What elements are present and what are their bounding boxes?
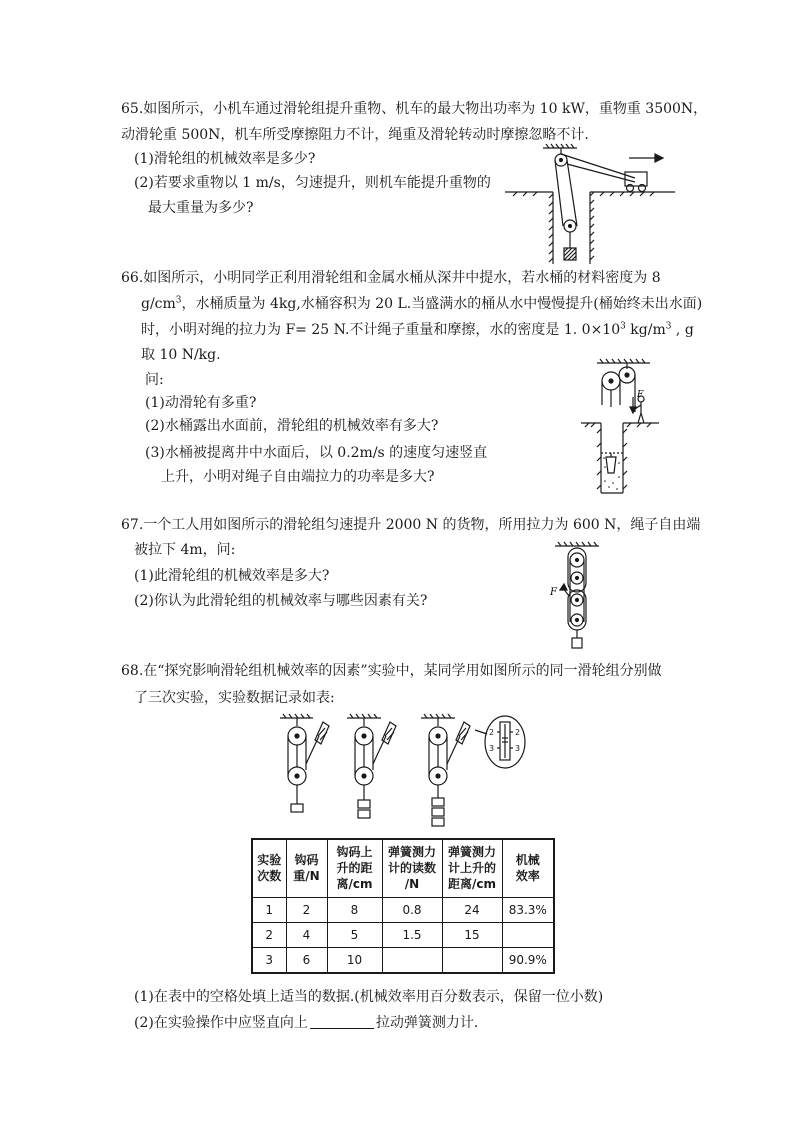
scale-label-2-right: 2 [515, 728, 521, 737]
cell: 10 [327, 947, 382, 973]
scale-label-2-left: 2 [489, 728, 495, 737]
q67-force-label: F [550, 587, 557, 598]
q65-stem-line1: 65.如图所示，小机车通过滑轮组提升重物、机车的最大物出功率为 10 kW，重物重 3500N， [121, 101, 708, 117]
q65-sub2-line1: (2)若要求重物以 1 m/s，匀速提升，则机车能提升重物的 [134, 175, 491, 191]
q66-well-pulley-figure [575, 357, 685, 497]
header-hook-distance: 钩码上 升的距 离/cm [327, 839, 382, 897]
cell: 3 [252, 947, 286, 973]
blank-cell [382, 947, 442, 973]
table-row [252, 947, 554, 973]
q66-sub2: (2)水桶露出水面前，滑轮组的机械效率有多大? [145, 418, 439, 434]
cell: 4 [286, 922, 327, 947]
q65-sub2-line2: 最大重量为多少? [148, 200, 254, 216]
experiment-data-table [251, 838, 555, 974]
table-row [252, 897, 554, 922]
q66-stem-line4: 取 10 N/kg. [141, 347, 221, 363]
table-row [252, 922, 554, 947]
cell: 15 [442, 922, 502, 947]
q65-stem-line2: 动滑轮重 500N，机车所受摩擦阻力不计，绳重及滑轮转动时摩擦忽略不计. [121, 127, 589, 143]
q66-sub3-line1: (3)水桶被提离井中水面后，以 0.2m/s 的速度匀速竖直 [145, 445, 488, 461]
header-spring-distance: 弹簧测力 计上升的 距离/cm [442, 839, 502, 897]
q66-sub3-line2: 上升，小明对绳子自由端拉力的功率是多大? [161, 469, 435, 485]
q67-stem-line2: 被拉下 4m，问: [134, 542, 236, 558]
cell: 0.8 [382, 897, 442, 922]
table-header-row [252, 839, 554, 897]
cell: 6 [286, 947, 327, 973]
q66-stem-line3: 时，小明对绳的拉力为 F= 25 N.不计绳子重量和摩擦，水的密度是 1. $0\times 10^3$ $kg/m^3$ , g [141, 321, 694, 338]
q66-stem-line2: $g/cm^3$，水桶质量为 4kg,水桶容积为 20 L.当盛满水的桶从水中慢慢提升(桶始终未出水面) [141, 295, 703, 312]
q68-sub2: (2)在实验操作中应竖直向上 拉动弹簧测力计. [134, 1015, 479, 1031]
scale-label-3-left: 3 [489, 744, 495, 753]
q65-pulley-truck-figure [505, 142, 675, 267]
cell: 24 [442, 897, 502, 922]
header-weight: 钩码 重/N [286, 839, 327, 897]
blank-cell [502, 922, 554, 947]
q68-stem-line2: 了三次实验，实验数据记录如表: [134, 690, 335, 706]
q67-sub2: (2)你认为此滑轮组的机械效率与哪些因素有关? [134, 593, 428, 609]
q66-sub1: (1)动滑轮有多重? [145, 395, 257, 411]
cell: 90.9% [502, 947, 554, 973]
scale-label-3-right: 3 [515, 744, 521, 753]
q67-stem-line1: 67.一个工人用如图所示的滑轮组匀速提升 2000 N 的货物，所用拉力为 600 N，绳子自由端 [121, 517, 701, 533]
q68-experiment-figure [275, 712, 545, 837]
q68-sub1: (1)在表中的空格处填上适当的数据.(机械效率用百分数表示，保留一位小数) [134, 989, 604, 1005]
cell: 2 [286, 897, 327, 922]
header-spring-reading: 弹簧测力 计的读数 /N [382, 839, 442, 897]
q68-stem-line1: 68.在“探究影响滑轮组机械效率的因素”实验中，某同学用如图所示的同一滑轮组分别做 [121, 663, 662, 679]
q65-sub1: (1)滑轮组的机械效率是多少? [134, 151, 316, 167]
cell: 5 [327, 922, 382, 947]
q66-stem-line1: 66.如图所示，小明同学正利用滑轮组和金属水桶从深井中提水，若水桶的材料密度为 8 [121, 270, 661, 286]
answer-blank [310, 1014, 374, 1029]
q67-sub1: (1)此滑轮组的机械效率是多大? [134, 568, 330, 584]
cell: 2 [252, 922, 286, 947]
cell: 1.5 [382, 922, 442, 947]
cell: 8 [327, 897, 382, 922]
cell: 83.3% [502, 897, 554, 922]
cell: 1 [252, 897, 286, 922]
q66-ask: 问: [145, 372, 164, 388]
q67-pulley-block-figure [547, 540, 607, 655]
q66-force-label: F [637, 390, 644, 400]
header-trial: 实验 次数 [252, 839, 286, 897]
blank-cell [442, 947, 502, 973]
header-efficiency: 机械 效率 [502, 839, 554, 897]
